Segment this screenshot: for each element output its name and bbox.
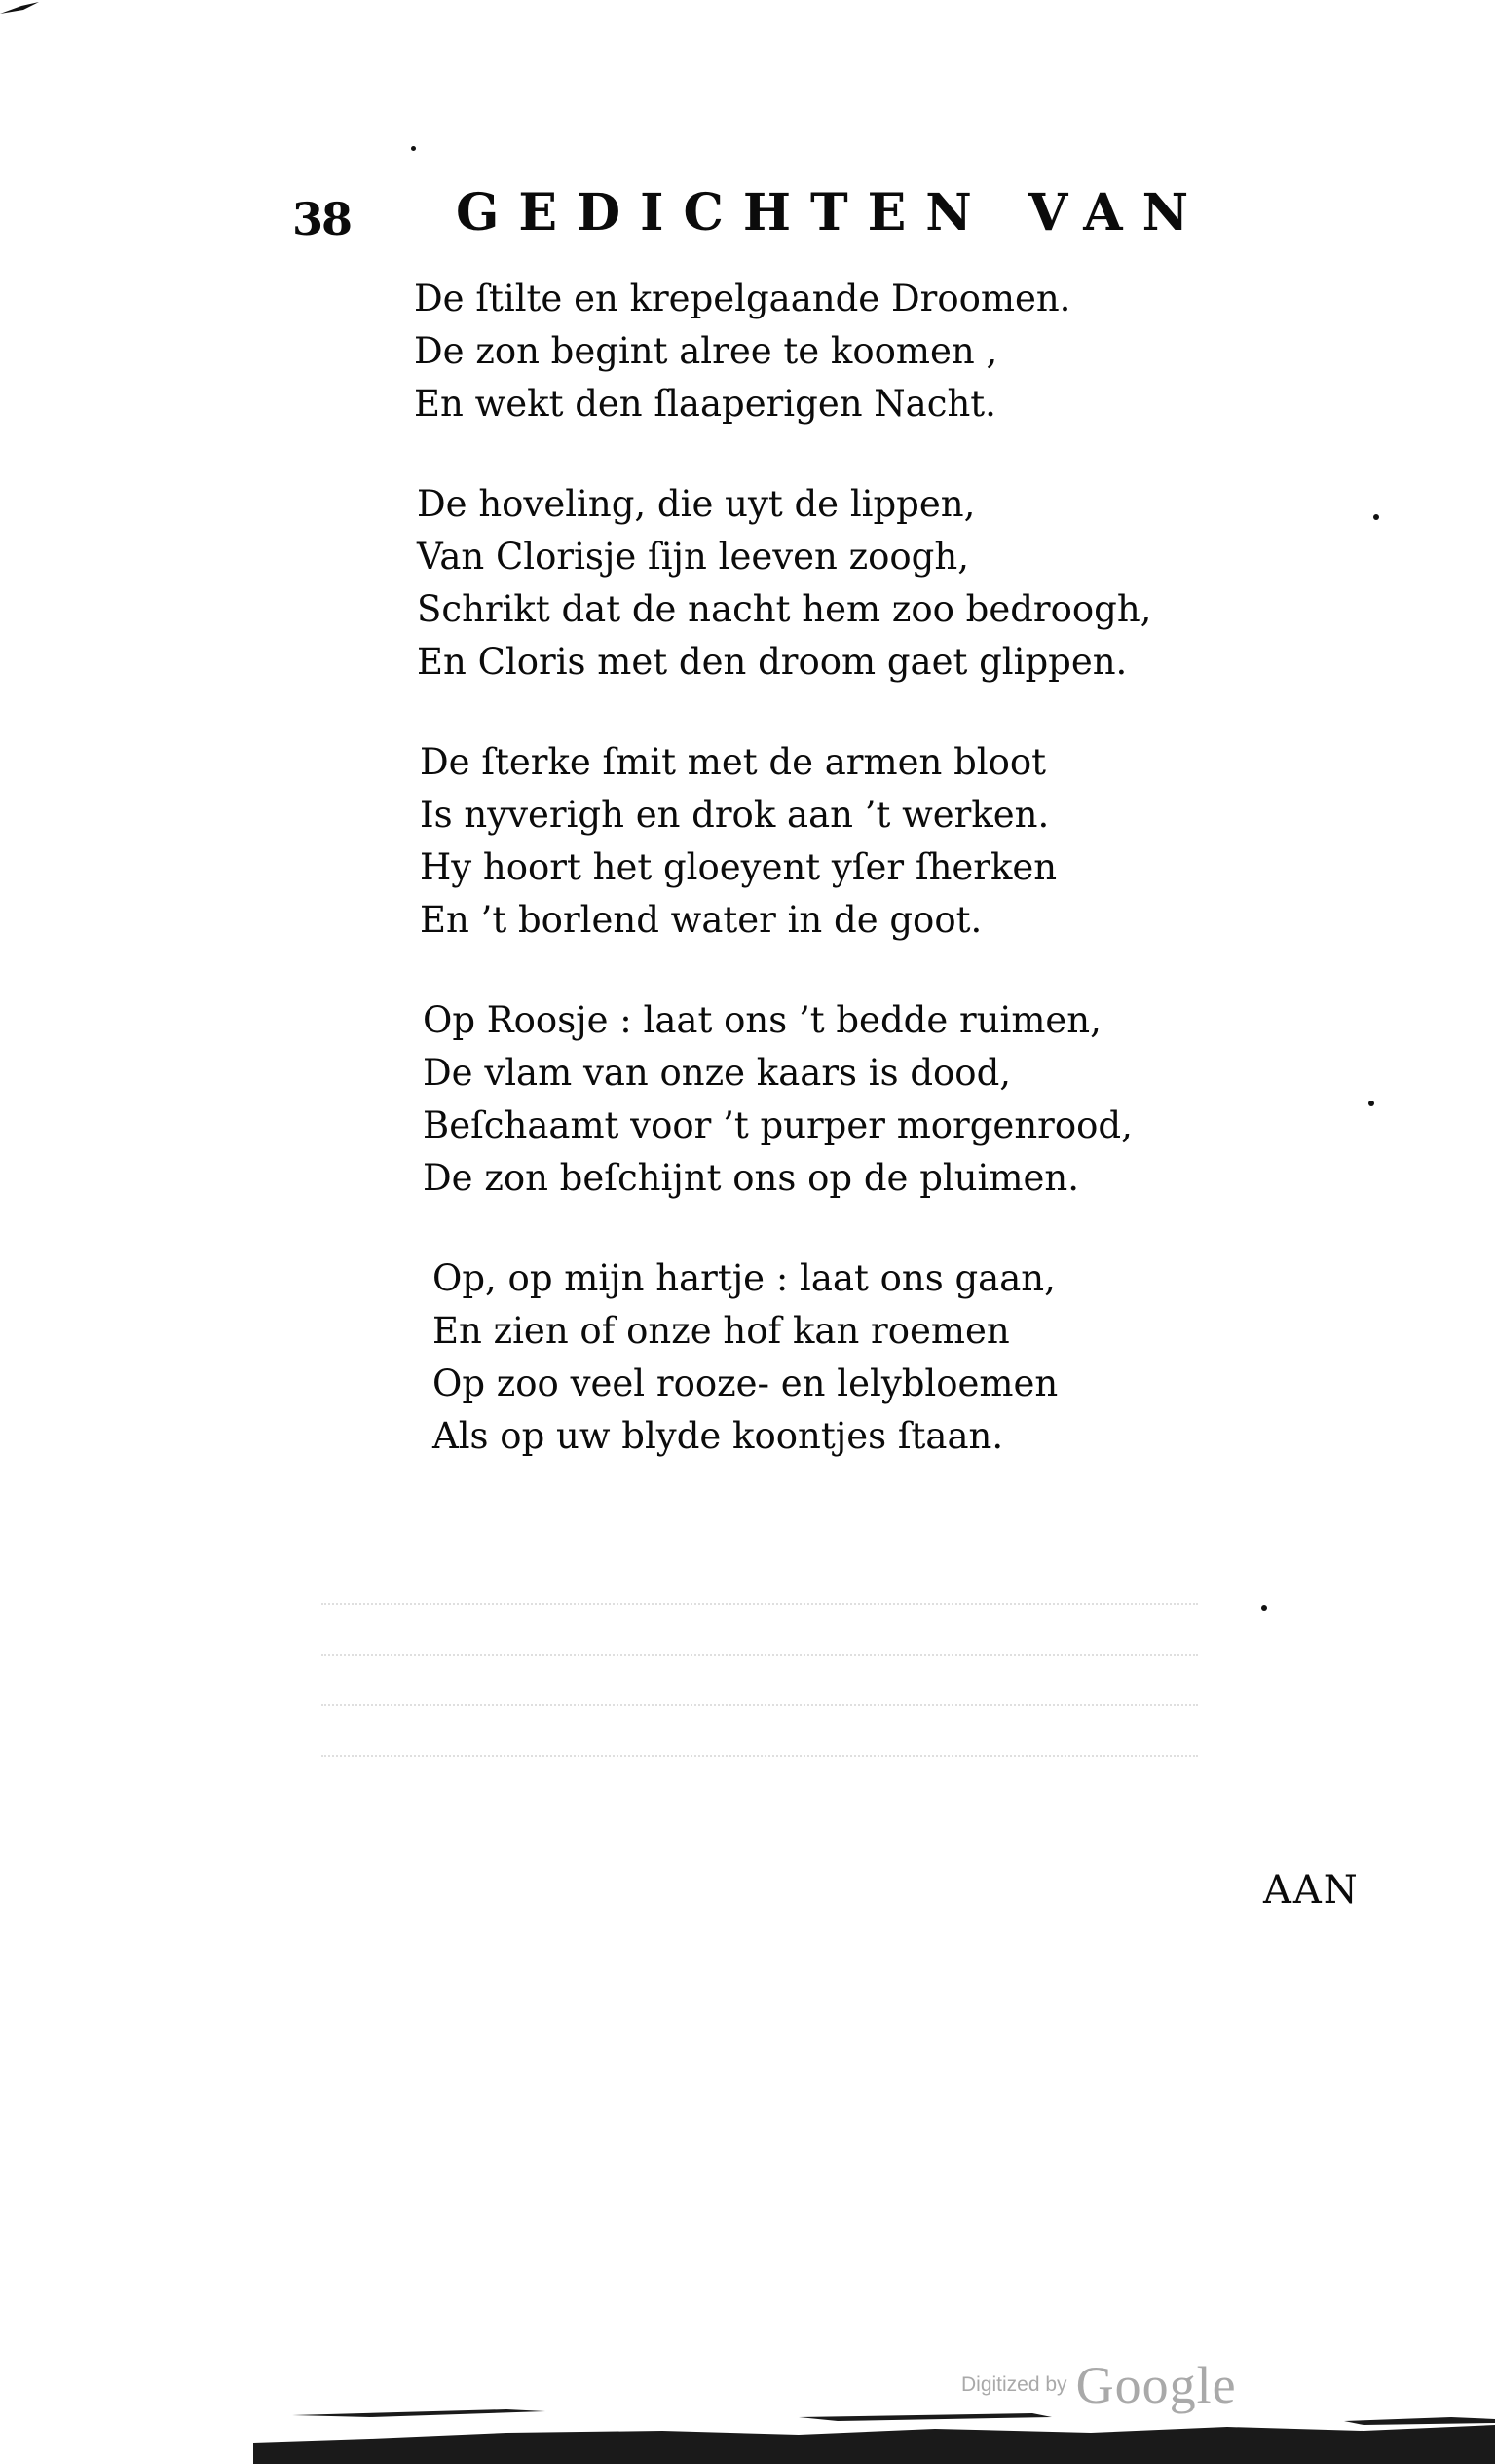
- bleed-line: [321, 1603, 1198, 1619]
- torn-bottom-edge: [253, 2404, 1495, 2464]
- poem-line: De ſterke ſmit met de armen bloot: [420, 741, 1047, 783]
- ink-speck: [1368, 1101, 1374, 1106]
- stanza-3: [420, 736, 1290, 947]
- poem-line: Hy hoort het gloeyent yſer ſherken: [420, 846, 1058, 888]
- ink-speck: [1261, 1605, 1267, 1611]
- poem-line: En zien of onze hof kan roemen: [432, 1310, 1010, 1352]
- poem: [414, 273, 1290, 1511]
- poem-line: Op zoo veel rooze- en lelybloemen: [432, 1363, 1059, 1404]
- poem-line: Als op uw blyde koontjes ſtaan.: [432, 1415, 1004, 1457]
- ink-speck: [411, 146, 416, 151]
- bleed-line: [321, 1704, 1198, 1720]
- bleed-line: [321, 1755, 1198, 1771]
- poem-line: Op, op mijn hartje : laat ons gaan,: [432, 1257, 1056, 1299]
- poem-line: De vlam van onze kaars is dood,: [423, 1052, 1012, 1094]
- watermark-brand-logo: Google: [1075, 2356, 1237, 2414]
- poem-line: Op Roosje : laat ons ’t bedde ruimen,: [423, 999, 1102, 1041]
- stanza-5: [432, 1252, 1290, 1463]
- page-number: 38: [292, 193, 352, 245]
- running-head: GEDICHTEN VAN: [456, 183, 1209, 243]
- bleed-line: [321, 1654, 1198, 1669]
- poem-line: De zon beſchijnt ons op de pluimen.: [423, 1157, 1079, 1199]
- stanza-1: [414, 273, 1290, 430]
- torn-corner-mark: [0, 0, 58, 19]
- watermark-digitized-text: Digitized by: [961, 2373, 1067, 2396]
- stanza-4: [423, 994, 1290, 1205]
- show-through-bleed: [321, 1568, 1198, 1860]
- poem-line: Is nyverigh en drok aan ’t werken.: [420, 794, 1050, 836]
- poem-line: De zon begint alree te koomen ,: [414, 330, 998, 372]
- poem-line: En wekt den ſlaaperigen Nacht.: [414, 383, 996, 425]
- ink-speck: [1373, 514, 1379, 520]
- stanza-2: [417, 478, 1290, 689]
- poem-line: En Cloris met den droom gaet glippen.: [417, 641, 1128, 683]
- poem-line: En ’t borlend water in de goot.: [420, 899, 983, 941]
- poem-line: Van Clorisje ſijn leeven zoogh,: [417, 536, 969, 578]
- catchword: AAN: [1263, 1868, 1360, 1913]
- poem-line: De ſtilte en krepelgaande Droomen.: [414, 278, 1071, 319]
- poem-line: Beſchaamt voor ’t purper morgenrood,: [423, 1104, 1133, 1146]
- poem-line: De hoveling, die uyt de lippen,: [417, 483, 976, 525]
- poem-line: Schrikt dat de nacht hem zoo bedroogh,: [417, 588, 1152, 630]
